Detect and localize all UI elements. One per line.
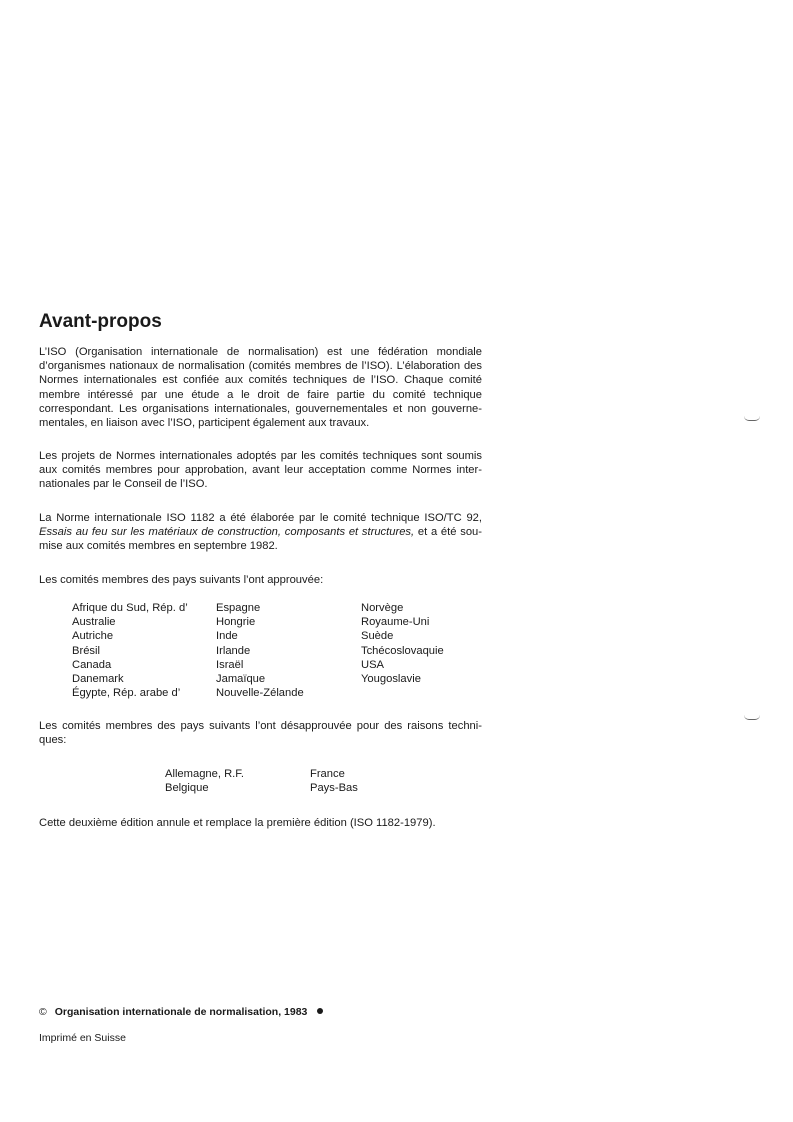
country-item: Israël	[216, 658, 244, 671]
country-item: Afrique du Sud, Rép. d’	[72, 602, 188, 614]
country-item: Suède	[361, 630, 394, 643]
elaboration-text-start: La Norme internationale ISO 1182 a été élaborée par le comité technique ISO/TC 92,	[39, 512, 482, 524]
country-item: Tchécoslovaquie	[361, 644, 444, 657]
scan-mark-icon	[744, 715, 760, 720]
scan-mark-icon	[744, 416, 760, 421]
country-item: USA	[361, 658, 385, 671]
country-item: Yougoslavie	[361, 673, 421, 686]
approved-countries-col1	[72, 601, 188, 700]
paragraph-edition: Cette deuxième édition annule et remplace la première édition (ISO 1182-1979).	[39, 817, 436, 829]
country-item: Canada	[72, 658, 112, 671]
country-item: Hongrie	[216, 616, 256, 629]
paragraph-approved-intro: Les comités membres des pays suivants l’ont approuvée:	[39, 574, 324, 586]
paragraph-elaboration	[39, 511, 482, 554]
country-item: Royaume-Uni	[361, 616, 430, 629]
country-item: Pays-Bas	[310, 782, 358, 795]
country-item: Australie	[72, 616, 116, 629]
country-item: Nouvelle-Zélande	[216, 687, 304, 700]
country-item: Danemark	[72, 673, 124, 686]
approved-countries-col2	[216, 601, 304, 700]
paragraph-disapproved-intro: Les comités membres des pays suivants l’ont désapprouvée pour des raisons techni-ques:	[39, 720, 482, 747]
country-item: Allemagne, R.F.	[165, 768, 244, 780]
country-item: Espagne	[216, 602, 261, 614]
country-item: Autriche	[72, 630, 114, 643]
country-item: Jamaïque	[216, 673, 266, 686]
country-item: Inde	[216, 630, 238, 643]
page-title: Avant-propos	[39, 311, 162, 332]
printed-in: Imprimé en Suisse	[39, 1032, 126, 1044]
elaboration-text-end: et a été sou-mise aux comités membres en septembre 1982.	[39, 526, 482, 553]
committee-title: Essais au feu sur les matériaux de construction, composants et structures,	[39, 526, 415, 539]
bullet-icon	[317, 1008, 323, 1014]
country-item: France	[310, 768, 345, 780]
country-item: Irlande	[216, 644, 251, 657]
approved-countries-col3	[361, 601, 444, 686]
disapproved-countries-col2	[310, 767, 358, 795]
country-item: Belgique	[165, 782, 209, 795]
copyright-icon: ©	[39, 1006, 47, 1018]
disapproved-countries-col1	[165, 767, 244, 795]
copyright-line	[39, 1006, 323, 1018]
paragraph-iso-intro: L’ISO (Organisation internationale de normalisation) est une fédération mondiale d’organismes nationaux de normalisation (comités membres de l’ISO). L’élaboration des Normes internationales est confiée aux comités techniques de l’ISO. Chaque comité membre intéressé par une étude a le droit de faire partie du comité technique correspondant. Les organisations internationales, gouvernementales et non gouverne-mentales, en liaison avec l’ISO, participent également aux travaux.	[39, 346, 482, 430]
country-item: Égypte, Rép. arabe d’	[72, 687, 181, 700]
paragraph-adoption: Les projets de Normes internationales adoptés par les comités techniques sont soumis aux comités membres pour approbation, avant leur acceptation comme Normes inter-nationales par le Conseil de l’ISO.	[39, 450, 482, 491]
copyright-text: Organisation internationale de normalisation, 1983	[54, 1006, 308, 1018]
country-item: Norvège	[361, 602, 404, 614]
country-item: Brésil	[72, 644, 100, 657]
